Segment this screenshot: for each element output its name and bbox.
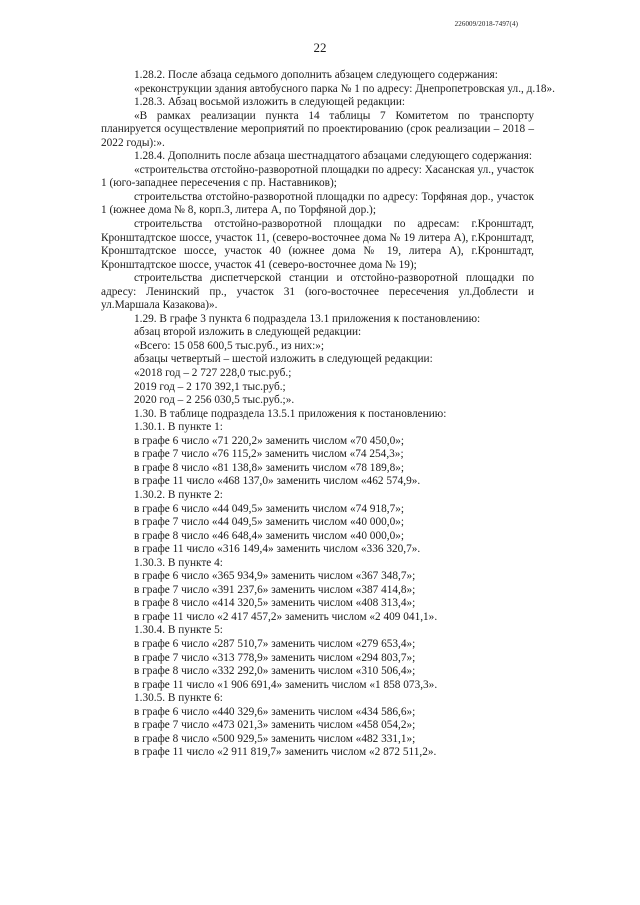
paragraph-kronshtadt: строительства отстойно-разворотной площадки по адресам: г.Кронштадт, Кронштадтское шоссе, участок 11, (северо-восточнее дома № 19 литера А), г.Кронштадт, Кронштадтское шоссе, участок 40 (южнее дома № 19, литера А), г.Кронштадт, Кронштадтское шоссе, участок 41 (северо-восточнее дома № 19); [101, 218, 534, 271]
paragraph-leninsky: строительства диспетчерской станции и отстойно-разворотной площадки по адресу: Ленинский пр., участок 31 (юго-восточнее пересечения ул.Доблести и ул.Маршала Казакова)». [101, 272, 534, 312]
list-item: в графе 6 число «287 510,7» заменить числом «279 653,4»; [134, 637, 416, 650]
document-registration-code: 226009/2018-7497(4) [454, 20, 518, 28]
paragraph-1-30-1: 1.30.1. В пункте 1: [134, 421, 223, 434]
paragraph-bus-park: «реконструкции здания автобусного парка № 1 по адресу: Днепропетровская ул., д.18». [134, 82, 556, 95]
list-item: в графе 7 число «313 778,9» заменить числом «294 803,7»; [134, 651, 416, 664]
paragraph-1-30-4: 1.30.4. В пункте 5: [134, 624, 223, 637]
list-item: в графе 8 число «81 138,8» заменить числом «78 189,8»; [134, 461, 404, 474]
list-item: в графе 11 число «1 906 691,4» заменить числом «1 858 073,3». [134, 678, 438, 691]
list-item: в графе 7 число «391 237,6» заменить числом «387 414,8»; [134, 583, 416, 596]
paragraph-1-28-4: 1.28.4. Дополнить после абзаца шестнадцатого абзацами следующего содержания: [134, 150, 532, 163]
paragraph-2018: «2018 год – 2 727 228,0 тыс.руб.; [134, 367, 292, 380]
paragraph-1-30-3: 1.30.3. В пункте 4: [134, 556, 223, 569]
list-item: в графе 8 число «414 320,5» заменить числом «408 313,4»; [134, 597, 416, 610]
page-number: 22 [313, 40, 327, 55]
paragraph-2019: 2019 год – 2 170 392,1 тыс.руб.; [134, 380, 286, 393]
paragraph-1-30-5: 1.30.5. В пункте 6: [134, 692, 223, 705]
list-item: в графе 7 число «44 049,5» заменить числом «40 000,0»; [134, 516, 404, 529]
list-item: в графе 8 число «332 292,0» заменить числом «310 506,4»; [134, 665, 416, 678]
paragraph-torfyanaya: строительства отстойно-разворотной площадки по адресу: Торфяная дор., участок 1 (южнее дома № 8, корп.3, литера А, по Торфяной дор.); [101, 190, 534, 217]
paragraph-1-29: 1.29. В графе 3 пункта 6 подраздела 13.1 приложения к постановлению: [134, 312, 481, 325]
paragraph-1-28-3: 1.28.3. Абзац восьмой изложить в следующей редакции: [134, 96, 405, 109]
paragraph-1-30: 1.30. В таблице подраздела 13.5.1 приложения к постановлению: [134, 407, 447, 420]
list-item: в графе 11 число «316 149,4» заменить числом «336 320,7». [134, 543, 421, 556]
list-item: в графе 7 число «76 115,2» заменить числом «74 254,3»; [134, 448, 404, 461]
list-item: в графе 8 число «46 648,4» заменить числом «40 000,0»; [134, 529, 404, 542]
paragraph-transport-committee: «В рамках реализации пункта 14 таблицы 7 Комитетом по транспорту планируется осуществление мероприятий по проектированию (срок реализации – 2018 – 2022 годы):». [101, 109, 534, 149]
list-item: в графе 6 число «440 329,6» заменить числом «434 586,6»; [134, 705, 416, 718]
document-body [101, 69, 556, 760]
paragraph-1-30-2: 1.30.2. В пункте 2: [134, 488, 223, 501]
paragraph-1-28-2: 1.28.2. После абзаца седьмого дополнить абзацем следующего содержания: [134, 69, 498, 81]
list-item: в графе 11 число «2 911 819,7» заменить числом «2 872 511,2». [134, 746, 437, 759]
list-item: в графе 11 число «2 417 457,2» заменить числом «2 409 041,1». [134, 610, 438, 623]
list-item: в графе 6 число «44 049,5» заменить числом «74 918,7»; [134, 502, 404, 515]
list-item: в графе 6 число «71 220,2» заменить числом «70 450,0»; [134, 434, 404, 447]
list-item: в графе 11 число «468 137,0» заменить числом «462 574,9». [134, 475, 421, 488]
paragraph-total: «Всего: 15 058 600,5 тыс.руб., из них:»; [134, 339, 325, 352]
paragraph-khasanskaya: «строительства отстойно-разворотной площадки по адресу: Хасанская ул., участок 1 (юго-западнее пересечения с пр. Наставников); [101, 163, 534, 190]
list-item: в графе 8 число «500 929,5» заменить числом «482 331,1»; [134, 732, 416, 745]
paragraph-second-abzac: абзац второй изложить в следующей редакции: [134, 326, 362, 339]
list-item: в графе 6 число «365 934,9» заменить числом «367 348,7»; [134, 570, 416, 583]
list-item: в графе 7 число «473 021,3» заменить числом «458 054,2»; [134, 719, 416, 732]
paragraph-fourth-sixth: абзацы четвертый – шестой изложить в следующей редакции: [134, 353, 433, 366]
paragraph-2020: 2020 год – 2 256 030,5 тыс.руб.;». [134, 394, 295, 407]
